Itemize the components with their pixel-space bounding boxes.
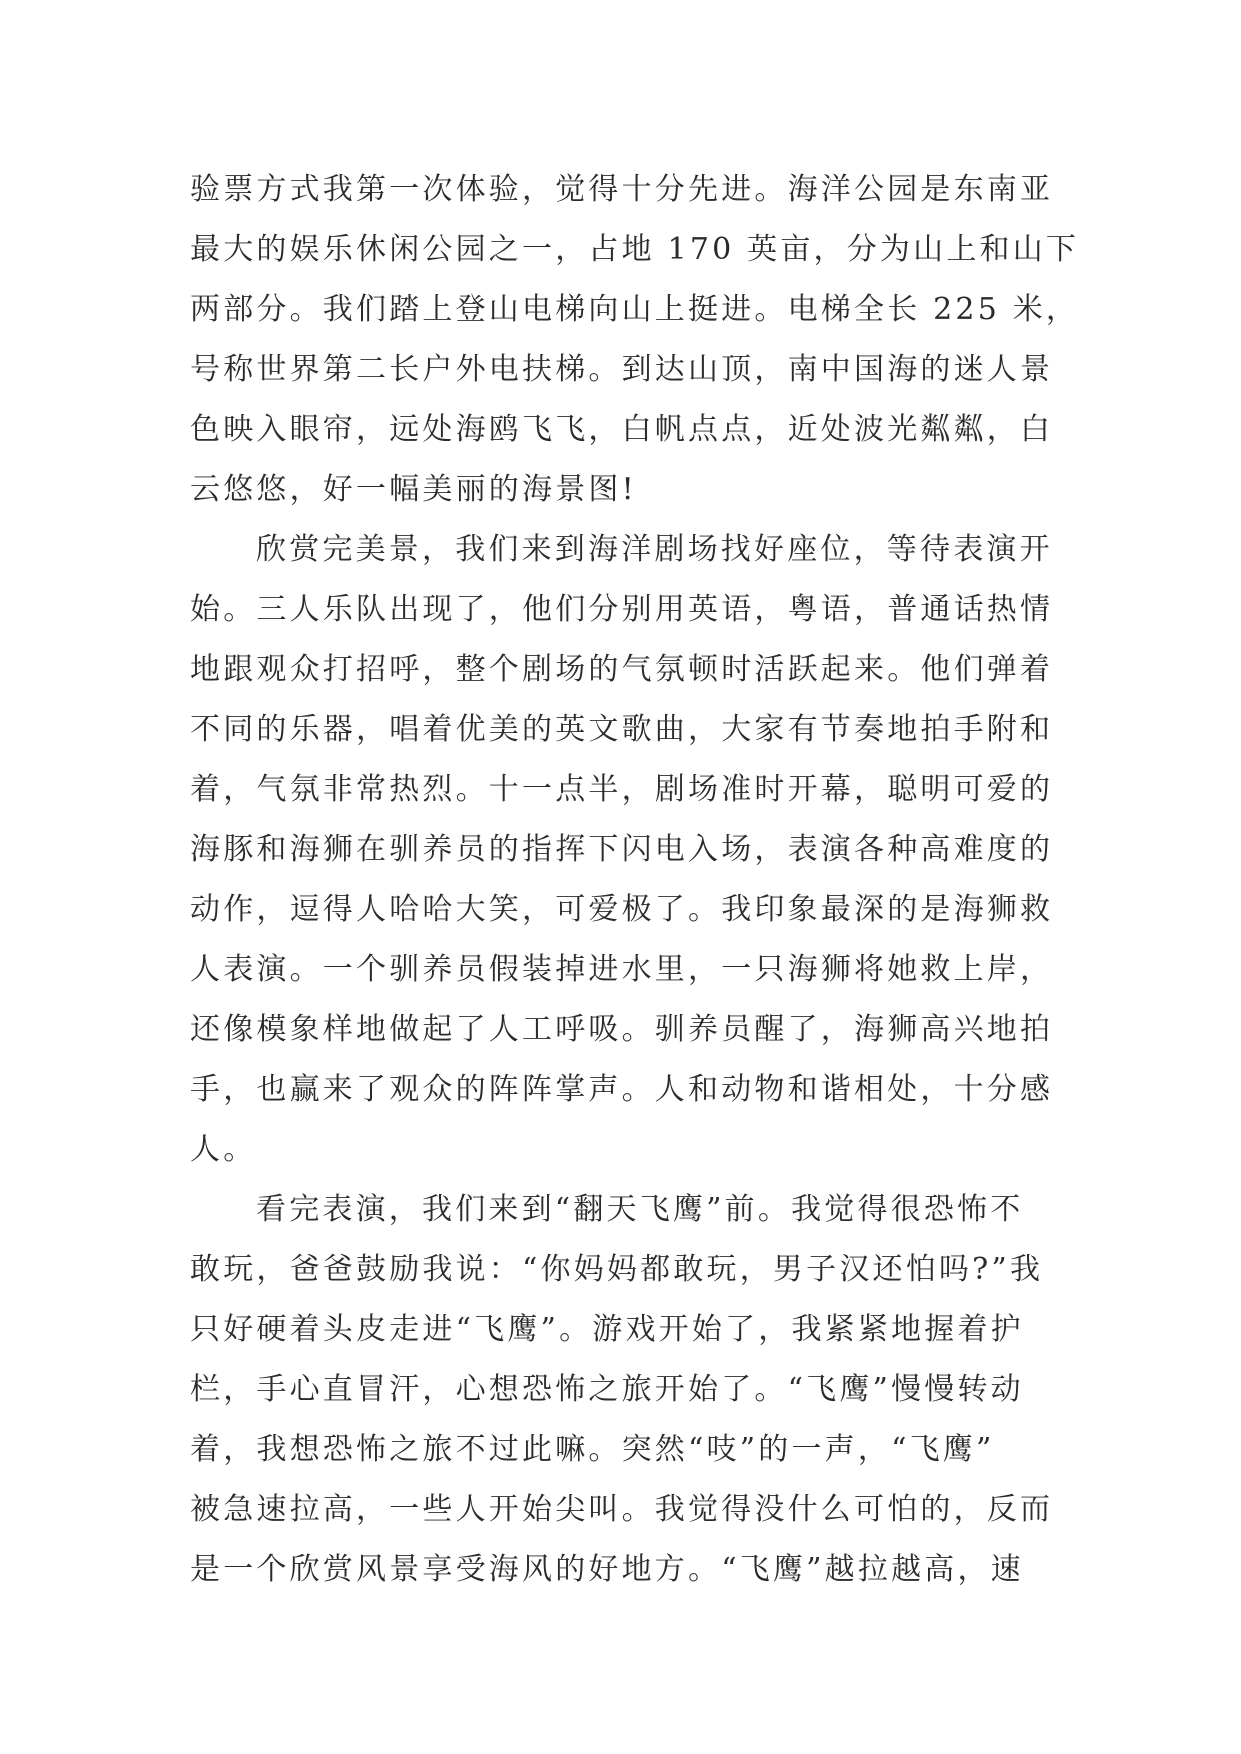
text-line: 色映入眼帘，远处海鸥飞飞，白帆点点，近处波光粼粼，白 bbox=[190, 412, 1054, 447]
text-line: 两部分。我们踏上登山电梯向山上挺进。电梯全长 225 米， bbox=[190, 292, 1080, 327]
text-line: 动作，逗得人哈哈大笑，可爱极了。我印象最深的是海狮救 bbox=[190, 892, 1054, 927]
text-line: 人表演。一个驯养员假装掉进水里，一只海狮将她救上岸， bbox=[190, 952, 1054, 987]
text-line: 海豚和海狮在驯养员的指挥下闪电入场，表演各种高难度的 bbox=[190, 832, 1054, 867]
text-line: 着，我想恐怖之旅不过此嘛。突然“吱”的一声，“飞鹰” bbox=[190, 1432, 995, 1467]
text-line: 验票方式我第一次体验，觉得十分先进。海洋公园是东南亚 bbox=[190, 172, 1054, 207]
paragraph-first-line: 看完表演，我们来到“翻天飞鹰”前。我觉得很恐怖不 bbox=[256, 1192, 1024, 1227]
text-line: 是一个欣赏风景享受海风的好地方。“飞鹰”越拉越高，速 bbox=[190, 1552, 1024, 1587]
text-line: 还像模象样地做起了人工呼吸。驯养员醒了，海狮高兴地拍 bbox=[190, 1012, 1054, 1047]
text-line: 云悠悠，好一幅美丽的海景图! bbox=[190, 472, 637, 507]
text-line: 只好硬着头皮走进“飞鹰”。游戏开始了，我紧紧地握着护 bbox=[190, 1312, 1024, 1347]
text-line: 手，也赢来了观众的阵阵掌声。人和动物和谐相处，十分感 bbox=[190, 1072, 1054, 1107]
text-line: 敢玩，爸爸鼓励我说：“你妈妈都敢玩，男子汉还怕吗?”我 bbox=[190, 1252, 1044, 1287]
text-line: 人。 bbox=[190, 1132, 257, 1167]
text-line: 最大的娱乐休闲公园之一，占地 170 英亩，分为山上和山下 bbox=[190, 232, 1080, 267]
text-line: 着，气氛非常热烈。十一点半，剧场准时开幕，聪明可爱的 bbox=[190, 772, 1054, 807]
essay-body bbox=[190, 160, 1080, 1600]
text-line: 地跟观众打招呼，整个剧场的气氛顿时活跃起来。他们弹着 bbox=[190, 652, 1054, 687]
text-line: 被急速拉高，一些人开始尖叫。我觉得没什么可怕的，反而 bbox=[190, 1492, 1054, 1527]
text-line: 始。三人乐队出现了，他们分别用英语，粤语，普通话热情 bbox=[190, 592, 1054, 627]
text-line: 栏，手心直冒汗，心想恐怖之旅开始了。“飞鹰”慢慢转动 bbox=[190, 1372, 1024, 1407]
text-line: 不同的乐器，唱着优美的英文歌曲，大家有节奏地拍手附和 bbox=[190, 712, 1054, 747]
paragraph-first-line: 欣赏完美景，我们来到海洋剧场找好座位，等待表演开 bbox=[256, 532, 1053, 567]
text-line: 号称世界第二长户外电扶梯。到达山顶，南中国海的迷人景 bbox=[190, 352, 1054, 387]
